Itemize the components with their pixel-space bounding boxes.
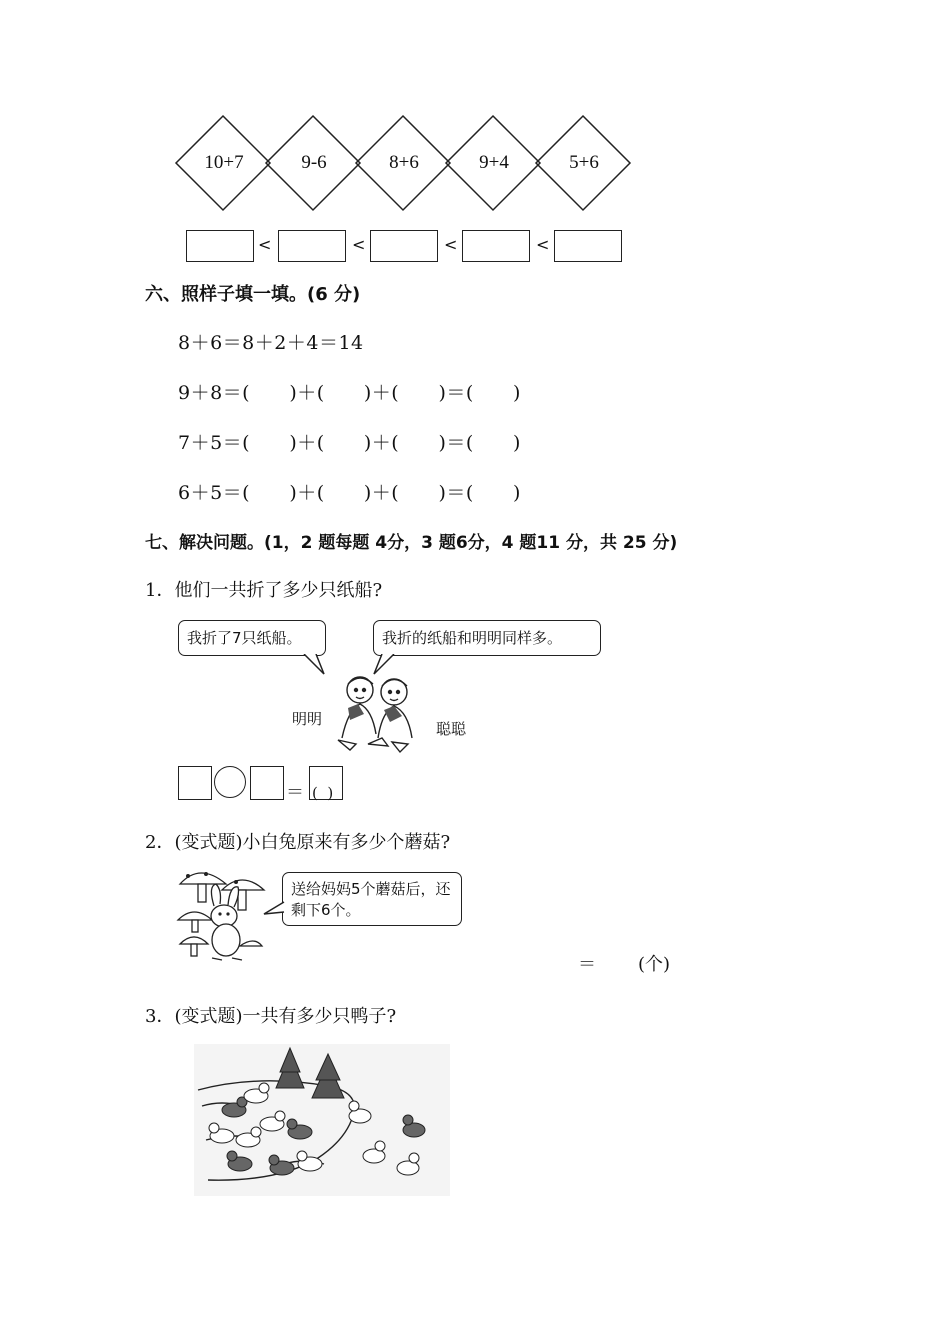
diamond-expr-3: 8+6 xyxy=(389,152,419,173)
question-2: 2．(变式题)小白兔原来有多少个蘑菇? xyxy=(145,832,451,853)
equation-box-2[interactable] xyxy=(250,766,284,800)
less-than-2: < xyxy=(352,235,366,254)
name-congcong: 聪聪 xyxy=(436,720,467,738)
section7-heading: 七、解决问题。(1，2 题每题 4分，3 题6分，4 题11 分，共 25 分) xyxy=(145,533,678,553)
bubble-tail-left xyxy=(300,654,330,676)
section6-example: 8＋6＝8＋2＋4＝14 xyxy=(178,332,364,354)
speech-bubble-congcong: 我折的纸船和明明同样多。 xyxy=(373,620,601,656)
operator-circle[interactable] xyxy=(214,766,246,798)
order-box-4[interactable] xyxy=(462,230,530,262)
diamond-expr-5: 5+6 xyxy=(569,152,599,173)
section6-row-2: 7＋5＝( )＋( )＋( )＝( ) xyxy=(178,432,521,454)
diamond-expr-4: 9+4 xyxy=(479,152,509,173)
answer-unit-q2: (个) xyxy=(638,954,671,975)
question-1: 1．他们一共折了多少只纸船? xyxy=(145,580,383,601)
order-box-3[interactable] xyxy=(370,230,438,262)
less-than-4: < xyxy=(536,235,550,254)
name-mingming: 明明 xyxy=(292,710,323,728)
diamond-expr-2: 9-6 xyxy=(301,152,327,173)
rabbit-mushrooms-illustration xyxy=(176,862,268,966)
less-than-3: < xyxy=(444,235,458,254)
question-3: 3．(变式题)一共有多少只鸭子? xyxy=(145,1006,397,1027)
equation-box-1[interactable] xyxy=(178,766,212,800)
section6-row-1: 9＋8＝( )＋( )＋( )＝( ) xyxy=(178,382,521,404)
answer-equals-q2: ＝ xyxy=(578,954,596,975)
ducks-pond-illustration xyxy=(194,1044,450,1196)
order-box-2[interactable] xyxy=(278,230,346,262)
unit-paren-q1: ( ) xyxy=(312,784,334,802)
order-box-5[interactable] xyxy=(554,230,622,262)
speech-bubble-mingming: 我折了7只纸船。 xyxy=(178,620,326,656)
order-box-1[interactable] xyxy=(186,230,254,262)
less-than-1: < xyxy=(258,235,272,254)
children-folding-boats-illustration xyxy=(328,668,428,758)
bubble-tail-rabbit xyxy=(262,900,286,918)
speech-bubble-rabbit: 送给妈妈5个蘑菇后，还剩下6个。 xyxy=(282,872,462,926)
section6-row-3: 6＋5＝( )＋( )＋( )＝( ) xyxy=(178,482,521,504)
diamond-expr-1: 10+7 xyxy=(204,152,244,173)
equals-sign-q1: ＝ xyxy=(286,782,304,803)
section6-heading: 六、照样子填一填。(6 分) xyxy=(145,284,361,305)
